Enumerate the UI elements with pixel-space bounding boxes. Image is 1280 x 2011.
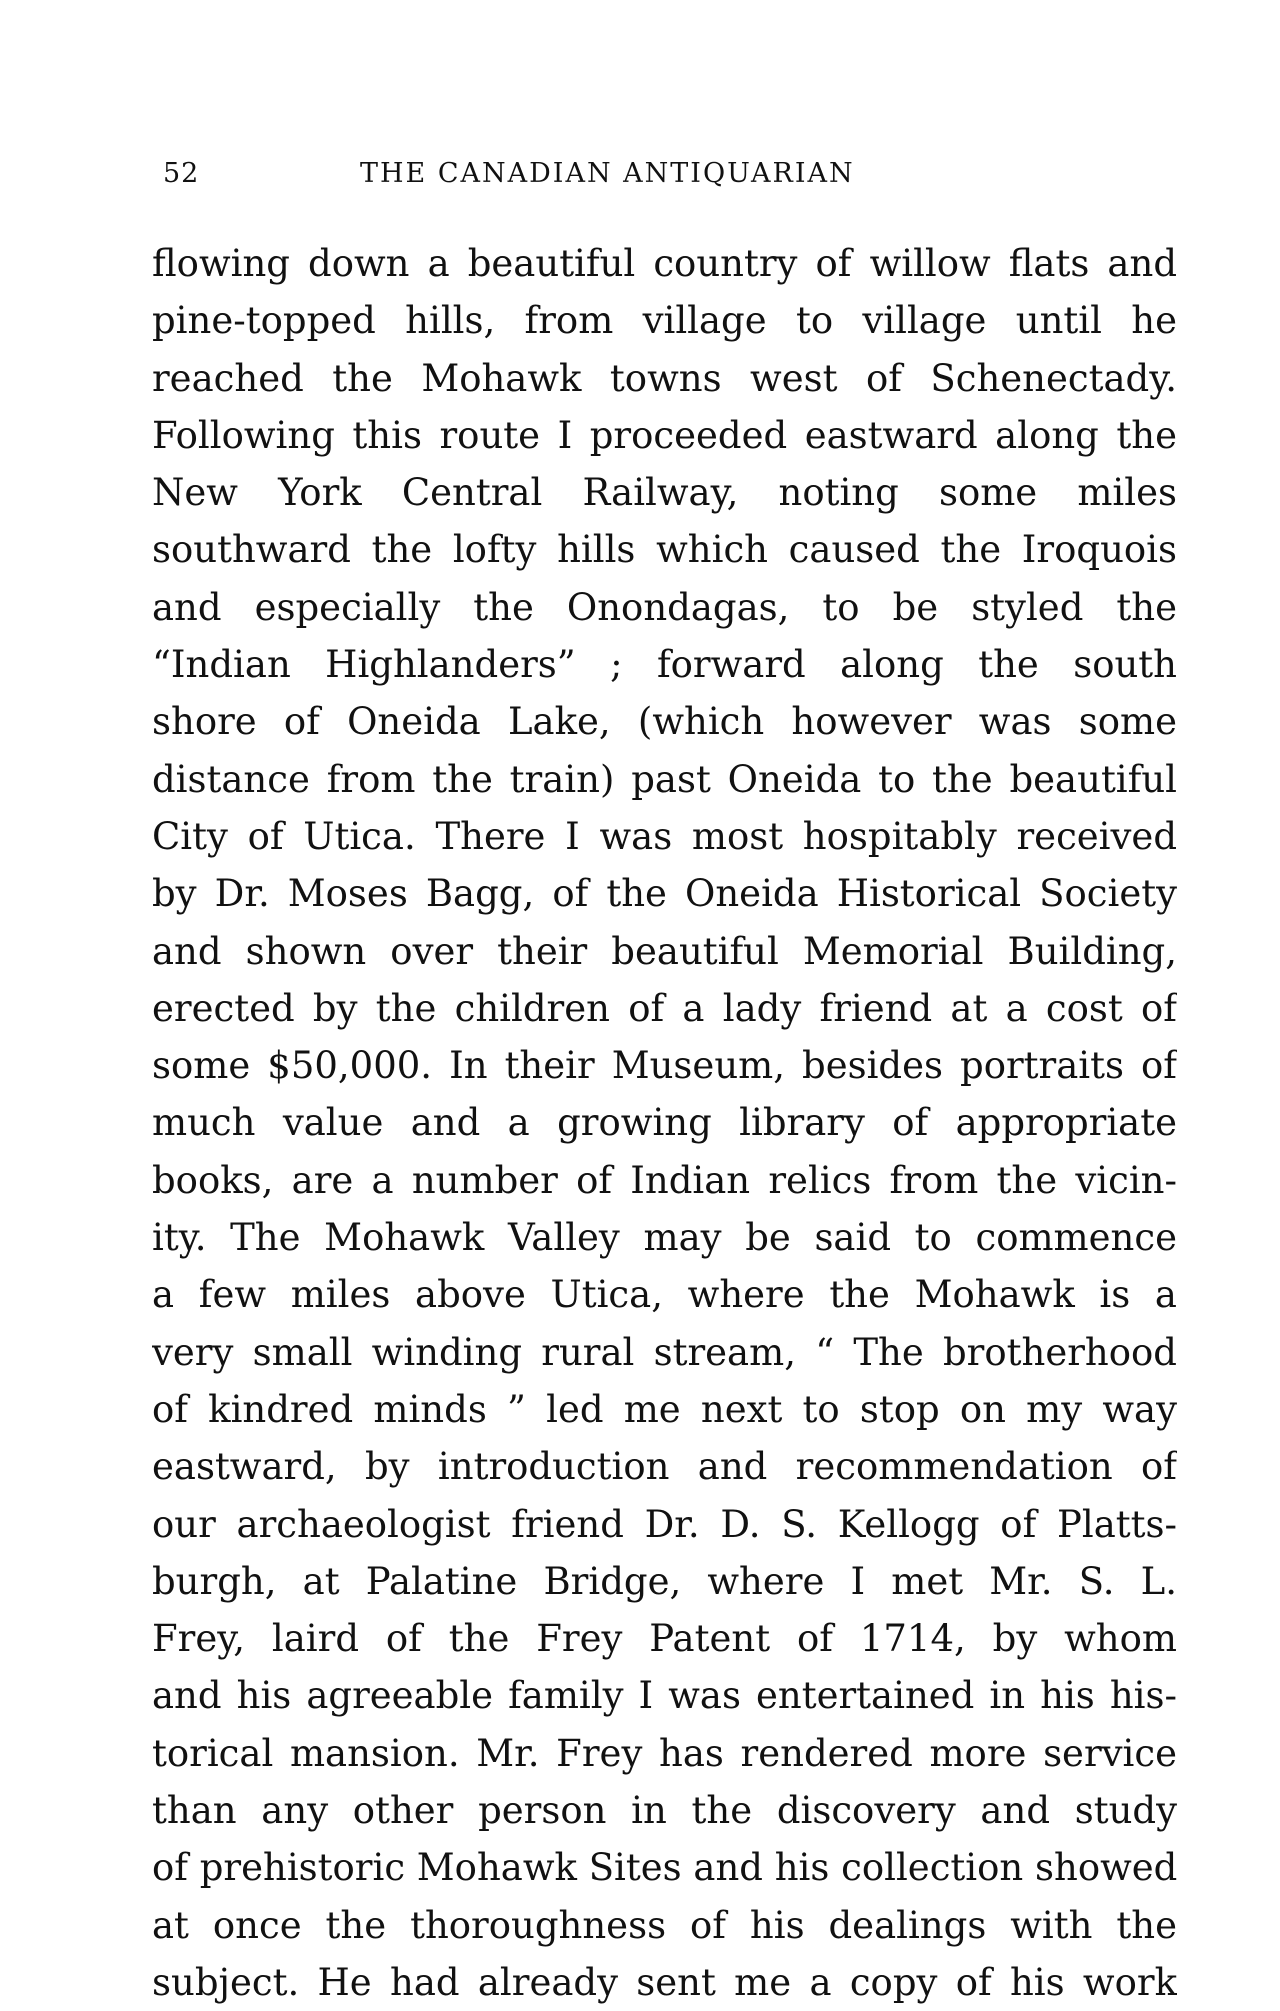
running-head <box>163 158 1178 198</box>
text-line: and his agreeable family I was entertained in his his- <box>152 1674 1177 1718</box>
text-line: books, are a number of Indian relics from the vicin- <box>152 1158 1177 1202</box>
text-line: of kindred minds ” led me next to stop on my way <box>152 1387 1177 1431</box>
text-line: reached the Mohawk towns west of Schenectady. <box>152 356 1177 400</box>
body-text <box>152 235 1177 2011</box>
text-line: of prehistoric Mohawk Sites and his collection showed <box>152 1846 1177 1890</box>
text-line: than any other person in the discovery and study <box>152 1789 1177 1833</box>
text-line: ity. The Mohawk Valley may be said to commence <box>152 1216 1177 1260</box>
text-line: and especially the Onondagas, to be styled the <box>152 585 1177 629</box>
text-line: southward the lofty hills which caused the Iroquois <box>152 528 1177 572</box>
text-line: eastward, by introduction and recommendation of <box>152 1445 1177 1489</box>
text-line: our archaeologist friend Dr. D. S. Kellogg of Platts- <box>152 1502 1177 1546</box>
text-line: and shown over their beautiful Memorial Building, <box>152 929 1177 973</box>
text-line: Frey, laird of the Frey Patent of 1714, by whom <box>152 1617 1177 1661</box>
text-line: pine-topped hills, from village to village until he <box>152 299 1177 343</box>
text-line: New York Central Railway, noting some miles <box>152 471 1177 515</box>
text-line: a few miles above Utica, where the Mohawk is a <box>152 1273 1177 1317</box>
text-line: very small winding rural stream, “ The brotherhood <box>152 1330 1177 1374</box>
text-line: some $50,000. In their Museum, besides portraits of <box>152 1044 1177 1088</box>
text-line: torical mansion. Mr. Frey has rendered more service <box>152 1731 1177 1775</box>
text-line: flowing down a beautiful country of willow flats and <box>152 242 1177 285</box>
text-line: shore of Oneida Lake, (which however was some <box>152 700 1177 744</box>
text-line: erected by the children of a lady friend at a cost of <box>152 986 1177 1030</box>
text-line: “Indian Highlanders” ; forward along the south <box>152 643 1177 687</box>
text-line: much value and a growing library of appropriate <box>152 1101 1177 1145</box>
text-line: at once the thoroughness of his dealings with the <box>152 1903 1177 1947</box>
text-line: burgh, at Palatine Bridge, where I met Mr. S. L. <box>152 1559 1177 1603</box>
page-number: 52 <box>163 158 200 189</box>
text-line: by Dr. Moses Bagg, of the Oneida Historical Society <box>152 872 1177 916</box>
journal-title: THE CANADIAN ANTIQUARIAN <box>360 158 855 189</box>
text-line: Following this route I proceeded eastward along the <box>152 413 1177 457</box>
text-line: distance from the train) past Oneida to the beautiful <box>152 757 1177 801</box>
text-line: subject. He had already sent me a copy of his work <box>152 1960 1177 2004</box>
text-line: City of Utica. There I was most hospitably received <box>152 814 1177 858</box>
